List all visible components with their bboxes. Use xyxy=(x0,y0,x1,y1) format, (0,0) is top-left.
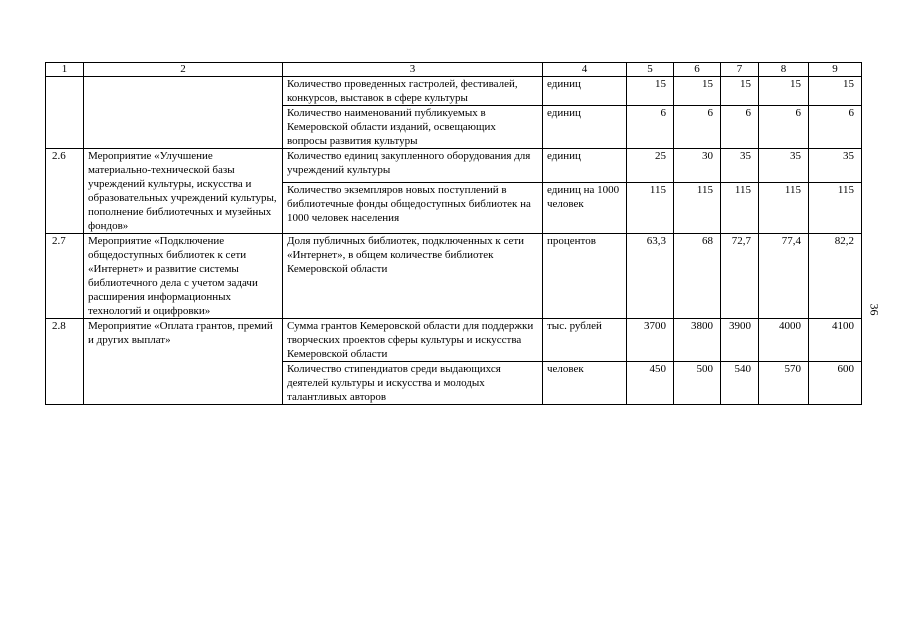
header-cell: 5 xyxy=(627,63,674,77)
value-cell: 63,3 xyxy=(627,234,674,319)
value-cell: 3800 xyxy=(674,319,721,362)
value-cell: 35 xyxy=(809,149,862,183)
unit-cell: единиц xyxy=(543,77,627,106)
value-cell: 6 xyxy=(721,106,759,149)
value-cell: 15 xyxy=(627,77,674,106)
indicator-cell: Количество единиц закупленного оборудования для учреждений культуры xyxy=(283,149,543,183)
header-cell: 3 xyxy=(283,63,543,77)
indicator-cell: Количество стипендиатов среди выдающихся деятелей культуры и искусства и молодых талантливых авторов xyxy=(283,362,543,405)
event-cell: Мероприятие «Подключение общедоступных библиотек к сети «Интернет» и развитие системы библиотечного дела с учетом задачи расширения информационных технологий и оцифровки» xyxy=(84,234,283,319)
header-cell: 6 xyxy=(674,63,721,77)
table-row xyxy=(46,77,862,106)
value-cell: 450 xyxy=(627,362,674,405)
value-cell: 35 xyxy=(759,149,809,183)
program-indicators-table xyxy=(45,62,862,405)
value-cell: 4000 xyxy=(759,319,809,362)
header-cell: 1 xyxy=(46,63,84,77)
header-cell: 4 xyxy=(543,63,627,77)
value-cell: 6 xyxy=(759,106,809,149)
header-cell: 2 xyxy=(84,63,283,77)
value-cell: 15 xyxy=(809,77,862,106)
column-number-header xyxy=(46,63,862,77)
value-cell: 6 xyxy=(627,106,674,149)
value-cell: 30 xyxy=(674,149,721,183)
event-cell: Мероприятие «Улучшение материально-технической базы учреждений культуры, искусства и образовательных учреждений культуры, пополнение библиотечных и музейных фондов» xyxy=(84,149,283,234)
event-cell xyxy=(84,77,283,149)
value-cell: 15 xyxy=(674,77,721,106)
unit-cell: единиц xyxy=(543,149,627,183)
value-cell: 35 xyxy=(721,149,759,183)
value-cell: 15 xyxy=(759,77,809,106)
value-cell: 600 xyxy=(809,362,862,405)
value-cell: 115 xyxy=(759,183,809,234)
value-cell: 77,4 xyxy=(759,234,809,319)
unit-cell: единиц xyxy=(543,106,627,149)
unit-cell: единиц на 1000 человек xyxy=(543,183,627,234)
value-cell: 4100 xyxy=(809,319,862,362)
header-cell: 9 xyxy=(809,63,862,77)
table-row xyxy=(46,234,862,319)
unit-cell: человек xyxy=(543,362,627,405)
value-cell: 570 xyxy=(759,362,809,405)
unit-cell: тыс. рублей xyxy=(543,319,627,362)
value-cell: 6 xyxy=(674,106,721,149)
page-number: 36 xyxy=(867,303,882,316)
indicator-cell: Количество наименований публикуемых в Кемеровской области изданий, освещающих вопросы развития культуры xyxy=(283,106,543,149)
table-row xyxy=(46,149,862,183)
header-cell: 8 xyxy=(759,63,809,77)
unit-cell: процентов xyxy=(543,234,627,319)
value-cell: 15 xyxy=(721,77,759,106)
value-cell: 72,7 xyxy=(721,234,759,319)
table-row xyxy=(46,319,862,362)
value-cell: 500 xyxy=(674,362,721,405)
value-cell: 115 xyxy=(627,183,674,234)
indicator-cell: Количество проведенных гастролей, фестивалей, конкурсов, выставок в сфере культуры xyxy=(283,77,543,106)
value-cell: 115 xyxy=(809,183,862,234)
indicator-cell: Количество экземпляров новых поступлений в библиотечные фонды общедоступных библиотек на 1000 человек населения xyxy=(283,183,543,234)
value-cell: 82,2 xyxy=(809,234,862,319)
value-cell: 540 xyxy=(721,362,759,405)
value-cell: 115 xyxy=(674,183,721,234)
value-cell: 115 xyxy=(721,183,759,234)
event-cell: Мероприятие «Оплата грантов, премий и других выплат» xyxy=(84,319,283,405)
index-cell: 2.7 xyxy=(46,234,84,319)
value-cell: 25 xyxy=(627,149,674,183)
index-cell xyxy=(46,77,84,149)
value-cell: 68 xyxy=(674,234,721,319)
indicator-cell: Сумма грантов Кемеровской области для поддержки творческих проектов сферы культуры и искусства Кемеровской области xyxy=(283,319,543,362)
index-cell: 2.6 xyxy=(46,149,84,234)
value-cell: 6 xyxy=(809,106,862,149)
header-cell: 7 xyxy=(721,63,759,77)
index-cell: 2.8 xyxy=(46,319,84,405)
indicator-cell: Доля публичных библиотек, подключенных к сети «Интернет», в общем количестве библиотек Кемеровской области xyxy=(283,234,543,319)
value-cell: 3700 xyxy=(627,319,674,362)
value-cell: 3900 xyxy=(721,319,759,362)
